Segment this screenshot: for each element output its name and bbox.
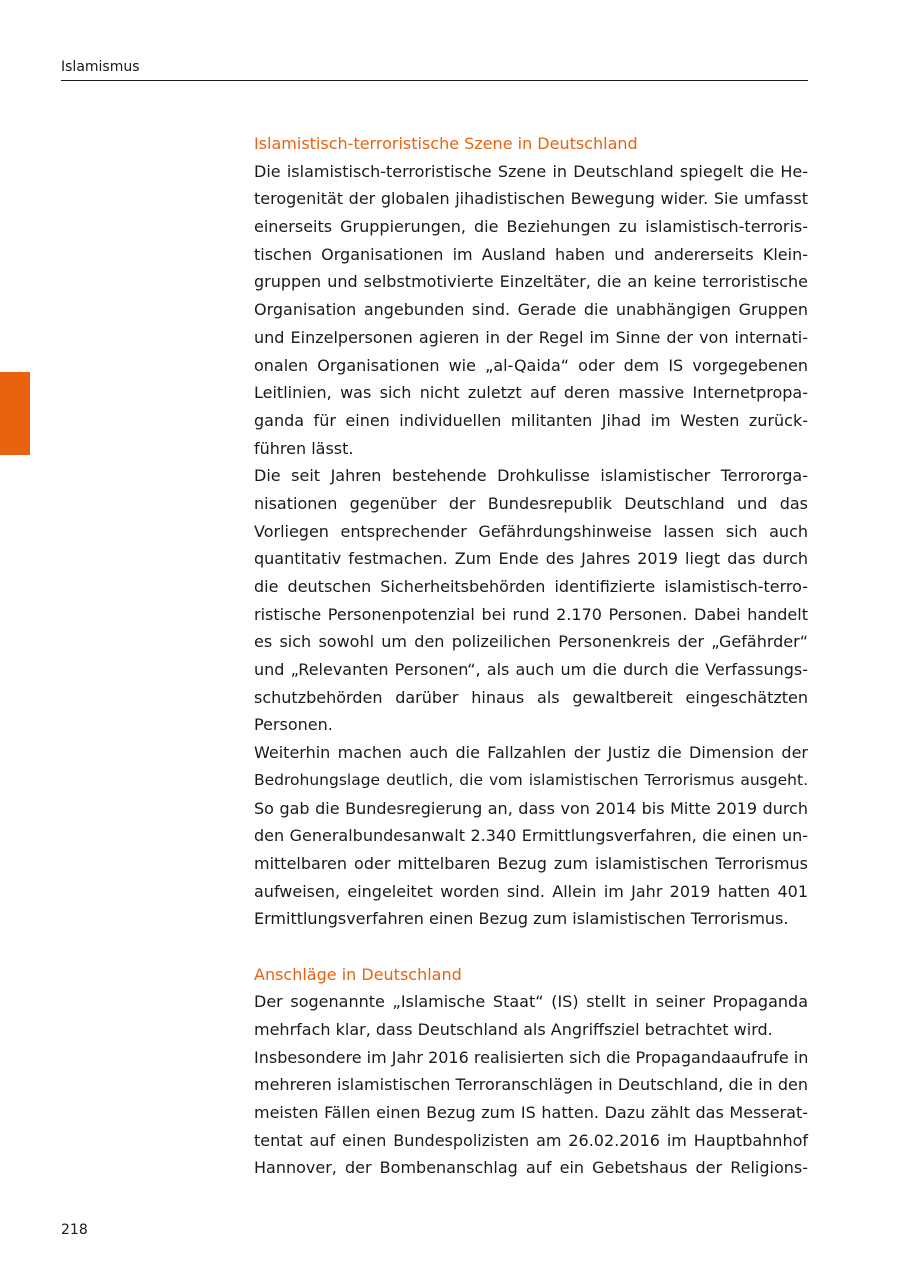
- text-line: mehrfach klar, dass Deutschland als Angriffsziel betrachtet wird.: [254, 1020, 773, 1040]
- paragraph: [254, 988, 808, 1043]
- text-line: Bedrohungslage deutlich, die vom islamistischen Terrorismus ausgeht.: [254, 770, 808, 789]
- section-heading-szene: Islamistisch-terroristische Szene in Deutschland: [254, 134, 638, 153]
- text-line: quantitativ festmachen. Zum Ende des Jahres 2019 liegt das durch: [254, 549, 808, 569]
- text-line: und Einzelpersonen agieren in der Regel im Sinne der von internati-: [254, 327, 808, 347]
- paragraph: [254, 739, 808, 933]
- text-line: gruppen und selbstmotivierte Einzeltäter, die an keine terroristische: [254, 272, 808, 292]
- text-line: den Generalbundesanwalt 2.340 Ermittlungsverfahren, die einen un-: [254, 826, 808, 846]
- text-line: Die islamistisch-terroristische Szene in Deutschland spiegelt die He-: [254, 161, 808, 181]
- text-line: meisten Fällen einen Bezug zum IS hatten. Dazu zählt das Messerat-: [254, 1103, 808, 1123]
- header-rule: [61, 80, 808, 81]
- text-line: ganda für einen individuellen militanten Jihad im Westen zurück-: [254, 410, 808, 430]
- text-line: tentat auf einen Bundespolizisten am 26.02.2016 im Hauptbahnhof: [254, 1130, 808, 1150]
- text-line: führen lässt.: [254, 438, 354, 458]
- paragraph: [254, 158, 808, 463]
- text-line: onalen Organisationen wie „al-Qaida“ oder dem IS vorgegebenen: [254, 355, 808, 375]
- text-line: nisationen gegenüber der Bundesrepublik Deutschland und das: [254, 493, 808, 513]
- text-line: Personen.: [254, 715, 333, 735]
- paragraph: [254, 1044, 808, 1182]
- text-line: Die seit Jahren bestehende Drohkulisse islamistischer Terrororga-: [254, 466, 808, 486]
- text-line: mittelbaren oder mittelbaren Bezug zum islamistischen Terrorismus: [254, 853, 808, 873]
- chapter-marker-tab: [0, 372, 30, 455]
- text-line: schutzbehörden darüber hinaus als gewaltbereit eingeschätzten: [254, 687, 808, 707]
- text-line: Weiterhin machen auch die Fallzahlen der Justiz die Dimension der: [254, 743, 808, 763]
- text-line: terogenität der globalen jihadistischen Bewegung wider. Sie umfasst: [254, 189, 808, 209]
- page-number: 218: [61, 1222, 88, 1238]
- text-line: Hannover, der Bombenanschlag auf ein Gebetshaus der Religions-: [254, 1158, 808, 1178]
- main-content: [254, 130, 808, 1182]
- text-line: die deutschen Sicherheitsbehörden identifizierte islamistisch-terro-: [254, 577, 808, 597]
- text-line: ristische Personenpotenzial bei rund 2.170 Personen. Dabei handelt: [254, 604, 808, 624]
- text-line: Ermittlungsverfahren einen Bezug zum islamistischen Terrorismus.: [254, 909, 789, 929]
- text-line: Organisation angebunden sind. Gerade die unabhängigen Gruppen: [254, 300, 808, 320]
- text-line: So gab die Bundesregierung an, dass von 2014 bis Mitte 2019 durch: [254, 798, 808, 818]
- text-line: einerseits Gruppierungen, die Beziehungen zu islamistisch-terroris-: [254, 217, 808, 237]
- paragraph: [254, 462, 808, 739]
- text-line: Der sogenannte „Islamische Staat“ (IS) stellt in seiner Propaganda: [254, 992, 808, 1012]
- text-line: es sich sowohl um den polizeilichen Personenkreis der „Gefährder“: [254, 632, 808, 652]
- text-line: aufweisen, eingeleitet worden sind. Allein im Jahr 2019 hatten 401: [254, 881, 808, 901]
- section-gap: [254, 933, 808, 961]
- text-line: mehreren islamistischen Terroranschlägen in Deutschland, die in den: [254, 1075, 808, 1095]
- text-line: Vorliegen entsprechender Gefährdungshinweise lassen sich auch: [254, 521, 808, 541]
- running-header: Islamismus: [61, 59, 140, 75]
- text-line: tischen Organisationen im Ausland haben und andererseits Klein-: [254, 244, 808, 264]
- text-line: Leitlinien, was sich nicht zuletzt auf deren massive Internetpropa-: [254, 383, 808, 403]
- text-line: Insbesondere im Jahr 2016 realisierten sich die Propagandaaufrufe in: [254, 1047, 809, 1067]
- text-line: und „Relevanten Personen“, als auch um die durch die Verfassungs-: [254, 660, 808, 680]
- section-heading-anschlaege: Anschläge in Deutschland: [254, 964, 462, 984]
